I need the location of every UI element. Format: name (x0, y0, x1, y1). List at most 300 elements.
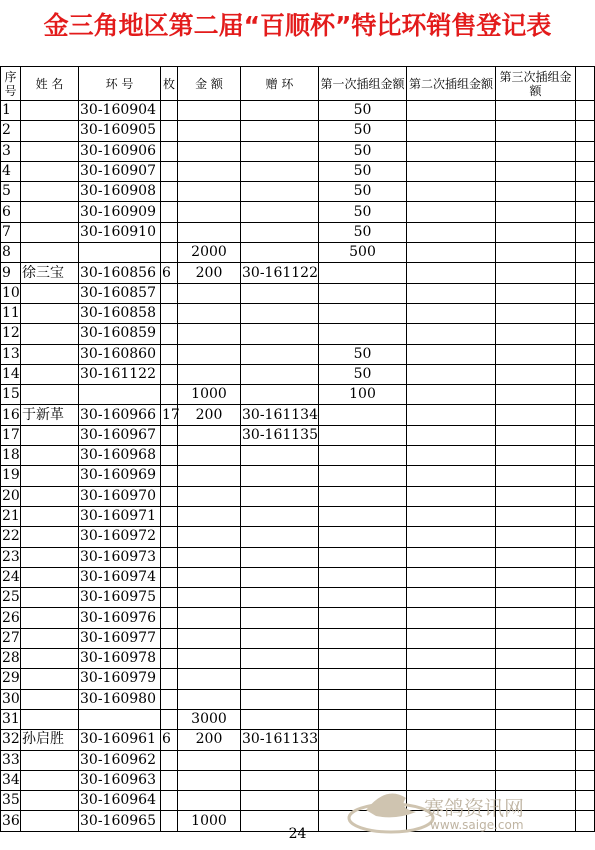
ring-count (161, 425, 178, 445)
row-number: 16 (1, 405, 21, 425)
round3-amount (496, 750, 576, 770)
extra-cell (576, 283, 595, 303)
round3-amount (496, 446, 576, 466)
gift-ring (241, 202, 319, 222)
header-round1: 第一次插组金额 (319, 67, 407, 101)
extra-cell (576, 202, 595, 222)
table-row (1, 649, 595, 669)
ring-number: 30-160972 (79, 527, 161, 547)
row-number: 17 (1, 425, 21, 445)
ring-number: 30-160970 (79, 486, 161, 506)
header-ring: 环 号 (79, 67, 161, 101)
ring-number: 30-160979 (79, 669, 161, 689)
buyer-name (21, 141, 79, 161)
round1-amount (319, 669, 407, 689)
extra-cell (576, 689, 595, 709)
amount (178, 588, 241, 608)
ring-number: 30-160858 (79, 303, 161, 323)
gift-ring: 30-161134 (241, 405, 319, 425)
ring-count: 6 (161, 263, 178, 283)
ring-count (161, 385, 178, 405)
gift-ring (241, 182, 319, 202)
buyer-name (21, 344, 79, 364)
buyer-name (21, 649, 79, 669)
round3-amount (496, 506, 576, 526)
amount (178, 182, 241, 202)
ring-count (161, 466, 178, 486)
round3-amount (496, 486, 576, 506)
round2-amount (407, 628, 496, 648)
ring-number: 30-160962 (79, 750, 161, 770)
page-title: 金三角地区第二届“百顺杯”特比环销售登记表 (43, 11, 552, 40)
buyer-name (21, 364, 79, 384)
row-number: 12 (1, 324, 21, 344)
amount (178, 202, 241, 222)
extra-cell (576, 263, 595, 283)
ring-count (161, 222, 178, 242)
amount: 200 (178, 263, 241, 283)
sales-register-table (0, 66, 595, 832)
gift-ring (241, 486, 319, 506)
ring-count (161, 628, 178, 648)
ring-count (161, 283, 178, 303)
gift-ring (241, 222, 319, 242)
row-number: 23 (1, 547, 21, 567)
ring-number: 30-160977 (79, 628, 161, 648)
amount: 3000 (178, 709, 241, 729)
table-row (1, 730, 595, 750)
buyer-name (21, 425, 79, 445)
row-number: 15 (1, 385, 21, 405)
row-number: 13 (1, 344, 21, 364)
table-row (1, 405, 595, 425)
buyer-name: 孙启胜 (21, 730, 79, 750)
buyer-name (21, 303, 79, 323)
amount (178, 303, 241, 323)
ring-number (79, 385, 161, 405)
ring-count (161, 324, 178, 344)
ring-count (161, 669, 178, 689)
round3-amount (496, 608, 576, 628)
ring-count (161, 486, 178, 506)
header-round2: 第二次插组金额 (407, 67, 496, 101)
table-row (1, 263, 595, 283)
ring-number: 30-160973 (79, 547, 161, 567)
row-number: 27 (1, 628, 21, 648)
row-number: 30 (1, 689, 21, 709)
round3-amount (496, 101, 576, 121)
round3-amount (496, 405, 576, 425)
amount: 200 (178, 405, 241, 425)
ring-number: 30-160859 (79, 324, 161, 344)
amount (178, 101, 241, 121)
table-row (1, 182, 595, 202)
round2-amount (407, 588, 496, 608)
round1-amount: 500 (319, 243, 407, 263)
round1-amount (319, 730, 407, 750)
round2-amount (407, 344, 496, 364)
round2-amount (407, 263, 496, 283)
ring-number: 30-160906 (79, 141, 161, 161)
amount (178, 324, 241, 344)
extra-cell (576, 567, 595, 587)
round3-amount (496, 567, 576, 587)
gift-ring (241, 608, 319, 628)
round3-amount (496, 588, 576, 608)
extra-cell (576, 385, 595, 405)
extra-cell (576, 405, 595, 425)
ring-count (161, 588, 178, 608)
ring-number: 30-160971 (79, 506, 161, 526)
extra-cell (576, 709, 595, 729)
round1-amount: 50 (319, 222, 407, 242)
table-row (1, 567, 595, 587)
ring-count (161, 141, 178, 161)
table-header-row (1, 67, 595, 101)
ring-count (161, 506, 178, 526)
buyer-name (21, 770, 79, 790)
round1-amount (319, 486, 407, 506)
row-number: 8 (1, 243, 21, 263)
round1-amount (319, 425, 407, 445)
table-row (1, 283, 595, 303)
row-number: 14 (1, 364, 21, 384)
amount (178, 161, 241, 181)
extra-cell (576, 527, 595, 547)
ring-number (79, 709, 161, 729)
extra-cell (576, 750, 595, 770)
amount (178, 608, 241, 628)
round3-amount (496, 161, 576, 181)
row-number: 22 (1, 527, 21, 547)
amount (178, 791, 241, 811)
gift-ring (241, 446, 319, 466)
extra-cell (576, 446, 595, 466)
round1-amount (319, 709, 407, 729)
gift-ring (241, 750, 319, 770)
round3-amount (496, 141, 576, 161)
round1-amount: 50 (319, 344, 407, 364)
gift-ring (241, 547, 319, 567)
table-row (1, 547, 595, 567)
row-number: 33 (1, 750, 21, 770)
amount (178, 628, 241, 648)
extra-cell (576, 324, 595, 344)
round1-amount (319, 446, 407, 466)
table-row (1, 364, 595, 384)
ring-count (161, 182, 178, 202)
amount (178, 141, 241, 161)
row-number: 4 (1, 161, 21, 181)
buyer-name (21, 527, 79, 547)
row-number: 18 (1, 446, 21, 466)
watermark-text: 赛鸽资讯网 (424, 796, 524, 820)
round1-amount (319, 283, 407, 303)
table-row (1, 506, 595, 526)
round1-amount (319, 466, 407, 486)
extra-cell (576, 222, 595, 242)
row-number: 6 (1, 202, 21, 222)
buyer-name (21, 243, 79, 263)
extra-cell (576, 243, 595, 263)
table-row (1, 303, 595, 323)
buyer-name (21, 709, 79, 729)
table-row (1, 324, 595, 344)
buyer-name: 徐三宝 (21, 263, 79, 283)
ring-count (161, 243, 178, 263)
round2-amount (407, 669, 496, 689)
round2-amount (407, 750, 496, 770)
round3-amount (496, 689, 576, 709)
table-row (1, 121, 595, 141)
ring-count (161, 791, 178, 811)
round2-amount (407, 243, 496, 263)
gift-ring (241, 101, 319, 121)
table-row (1, 385, 595, 405)
round3-amount (496, 425, 576, 445)
gift-ring: 30-161122 (241, 263, 319, 283)
ring-number: 30-160907 (79, 161, 161, 181)
round2-amount (407, 182, 496, 202)
ring-count (161, 709, 178, 729)
round3-amount (496, 243, 576, 263)
table-row (1, 588, 595, 608)
amount (178, 446, 241, 466)
table-row (1, 202, 595, 222)
ring-number: 30-160908 (79, 182, 161, 202)
round3-amount (496, 466, 576, 486)
round2-amount (407, 486, 496, 506)
ring-number: 30-160975 (79, 588, 161, 608)
table-row (1, 161, 595, 181)
row-number: 34 (1, 770, 21, 790)
ring-count (161, 547, 178, 567)
gift-ring (241, 303, 319, 323)
round2-amount (407, 730, 496, 750)
round3-amount (496, 709, 576, 729)
gift-ring (241, 649, 319, 669)
gift-ring (241, 689, 319, 709)
ring-count (161, 364, 178, 384)
row-number: 24 (1, 567, 21, 587)
row-number: 9 (1, 263, 21, 283)
round1-amount: 50 (319, 182, 407, 202)
extra-cell (576, 121, 595, 141)
round3-amount (496, 202, 576, 222)
round1-amount (319, 567, 407, 587)
buyer-name (21, 567, 79, 587)
header-name: 姓 名 (21, 67, 79, 101)
header-extra (576, 67, 595, 101)
ring-number: 30-160905 (79, 121, 161, 141)
round1-amount (319, 506, 407, 526)
ring-number: 30-160976 (79, 608, 161, 628)
buyer-name (21, 506, 79, 526)
round2-amount (407, 364, 496, 384)
table-row (1, 446, 595, 466)
round3-amount (496, 527, 576, 547)
buyer-name (21, 486, 79, 506)
buyer-name (21, 669, 79, 689)
table-row (1, 344, 595, 364)
page-number: 24 (288, 826, 307, 842)
buyer-name (21, 689, 79, 709)
amount (178, 689, 241, 709)
amount (178, 527, 241, 547)
round1-amount: 50 (319, 202, 407, 222)
round1-amount: 50 (319, 121, 407, 141)
round1-amount (319, 527, 407, 547)
round1-amount (319, 547, 407, 567)
row-number: 29 (1, 669, 21, 689)
ring-number: 30-160968 (79, 446, 161, 466)
gift-ring (241, 770, 319, 790)
gift-ring (241, 161, 319, 181)
ring-number: 30-160910 (79, 222, 161, 242)
round1-amount (319, 263, 407, 283)
table-row (1, 689, 595, 709)
buyer-name (21, 446, 79, 466)
amount (178, 770, 241, 790)
row-number: 31 (1, 709, 21, 729)
row-number: 19 (1, 466, 21, 486)
round3-amount (496, 344, 576, 364)
buyer-name (21, 750, 79, 770)
gift-ring (241, 121, 319, 141)
gift-ring (241, 466, 319, 486)
ring-number: 30-160961 (79, 730, 161, 750)
table-row (1, 243, 595, 263)
buyer-name (21, 121, 79, 141)
row-number: 21 (1, 506, 21, 526)
amount (178, 506, 241, 526)
table-row (1, 608, 595, 628)
round2-amount (407, 425, 496, 445)
ring-count: 6 (161, 730, 178, 750)
round1-amount (319, 588, 407, 608)
extra-cell (576, 608, 595, 628)
ring-number: 30-161122 (79, 364, 161, 384)
gift-ring (241, 243, 319, 263)
round2-amount (407, 324, 496, 344)
extra-cell (576, 141, 595, 161)
table-row (1, 486, 595, 506)
ring-count (161, 608, 178, 628)
extra-cell (576, 161, 595, 181)
table-row (1, 628, 595, 648)
extra-cell (576, 649, 595, 669)
gift-ring: 30-161135 (241, 425, 319, 445)
ring-number: 30-160974 (79, 567, 161, 587)
amount (178, 750, 241, 770)
gift-ring (241, 709, 319, 729)
ring-number: 30-160963 (79, 770, 161, 790)
ring-count (161, 689, 178, 709)
round1-amount: 50 (319, 141, 407, 161)
ring-number: 30-160904 (79, 101, 161, 121)
gift-ring (241, 141, 319, 161)
header-round3: 第三次插组金额 (496, 67, 576, 101)
buyer-name (21, 324, 79, 344)
row-number: 20 (1, 486, 21, 506)
extra-cell (576, 344, 595, 364)
row-number: 2 (1, 121, 21, 141)
round2-amount (407, 608, 496, 628)
buyer-name (21, 628, 79, 648)
ring-number: 30-160966 (79, 405, 161, 425)
gift-ring (241, 527, 319, 547)
row-number: 7 (1, 222, 21, 242)
extra-cell (576, 506, 595, 526)
ring-count (161, 567, 178, 587)
extra-cell (576, 101, 595, 121)
amount: 1000 (178, 385, 241, 405)
round2-amount (407, 446, 496, 466)
row-number: 5 (1, 182, 21, 202)
extra-cell (576, 669, 595, 689)
table-row (1, 425, 595, 445)
row-number: 25 (1, 588, 21, 608)
table-row (1, 222, 595, 242)
gift-ring (241, 344, 319, 364)
gift-ring (241, 364, 319, 384)
gift-ring (241, 567, 319, 587)
ring-number: 30-160860 (79, 344, 161, 364)
round2-amount (407, 649, 496, 669)
round3-amount (496, 628, 576, 648)
round2-amount (407, 405, 496, 425)
ring-count: 17 (161, 405, 178, 425)
gift-ring (241, 628, 319, 648)
round3-amount (496, 547, 576, 567)
extra-cell (576, 425, 595, 445)
gift-ring (241, 283, 319, 303)
row-number: 28 (1, 649, 21, 669)
ring-count (161, 344, 178, 364)
extra-cell (576, 486, 595, 506)
ring-number: 30-160909 (79, 202, 161, 222)
buyer-name (21, 385, 79, 405)
ring-number: 30-160978 (79, 649, 161, 669)
amount (178, 649, 241, 669)
amount: 2000 (178, 243, 241, 263)
row-number: 26 (1, 608, 21, 628)
round1-amount (319, 405, 407, 425)
amount: 200 (178, 730, 241, 750)
round1-amount (319, 750, 407, 770)
round1-amount (319, 303, 407, 323)
ring-count (161, 161, 178, 181)
table-row (1, 709, 595, 729)
round2-amount (407, 689, 496, 709)
header-amount: 金 额 (178, 67, 241, 101)
round3-amount (496, 303, 576, 323)
extra-cell (576, 547, 595, 567)
ring-count (161, 121, 178, 141)
table-row (1, 750, 595, 770)
amount (178, 344, 241, 364)
gift-ring (241, 791, 319, 811)
round3-amount (496, 730, 576, 750)
round2-amount (407, 303, 496, 323)
round2-amount (407, 121, 496, 141)
buyer-name: 于新革 (21, 405, 79, 425)
row-number: 1 (1, 101, 21, 121)
round1-amount: 100 (319, 385, 407, 405)
round1-amount (319, 649, 407, 669)
ring-count (161, 303, 178, 323)
row-number: 36 (1, 811, 21, 831)
